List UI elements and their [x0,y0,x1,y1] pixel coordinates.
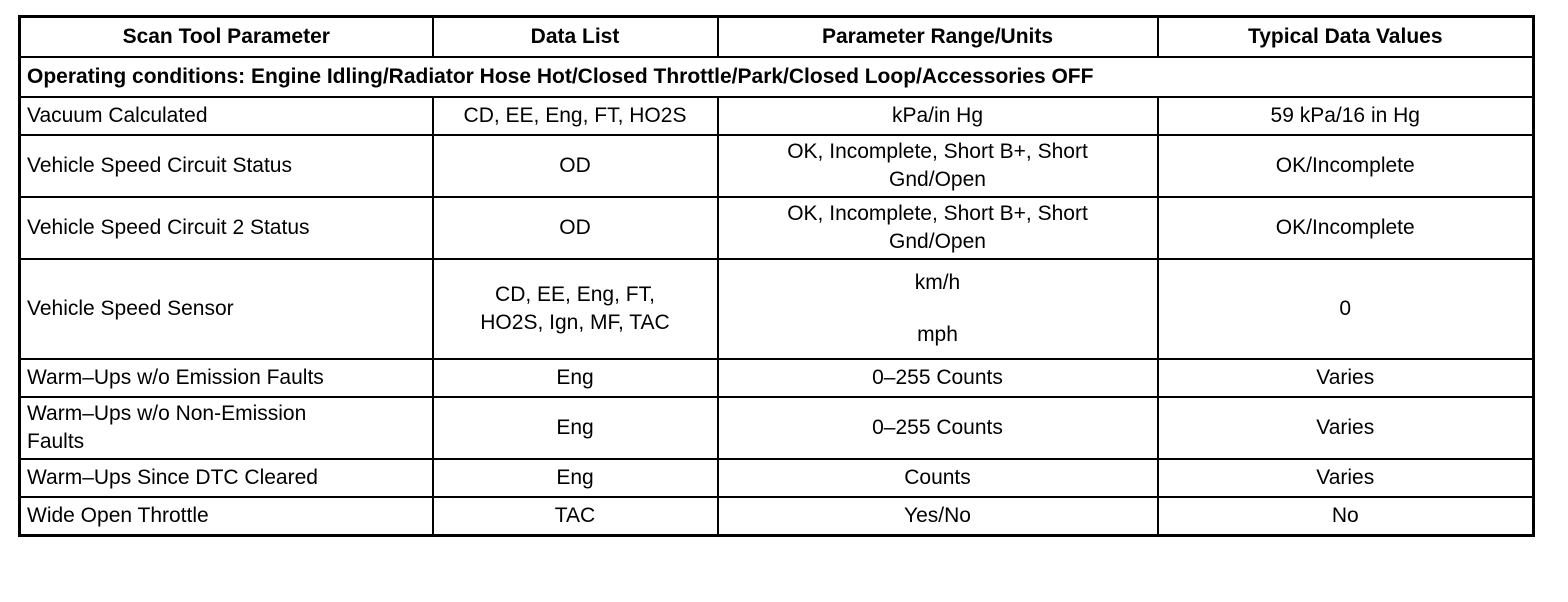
operating-conditions: Operating conditions: Engine Idling/Radiator Hose Hot/Closed Throttle/Park/Closed Loop/Accessories OFF [20,57,1534,97]
typical-value-cell: No [1158,497,1534,535]
parameter-cell: Warm–Ups w/o Emission Faults [20,359,433,397]
table-row [20,459,1534,497]
typical-value-cell: OK/Incomplete [1158,197,1534,259]
range-units-line: Gnd/Open [889,168,986,191]
operating-conditions-row [20,57,1534,97]
parameter-cell: Vehicle Speed Circuit 2 Status [20,197,433,259]
header-typical-data-values: Typical Data Values [1158,17,1534,58]
table-row [20,497,1534,535]
typical-value-cell: Varies [1158,459,1534,497]
parameter-line: Warm–Ups w/o Non-Emission [27,402,307,425]
table-header-row [20,17,1534,58]
scan-tool-parameter-table [18,15,1535,537]
range-units-cell: 0–255 Counts [718,359,1158,397]
range-units-cell: Yes/No [718,497,1158,535]
table-row [20,197,1534,259]
data-list-cell: OD [433,135,718,197]
range-units-kmh: km/h [914,271,961,294]
range-units-mph: mph [917,323,958,346]
parameter-cell: Wide Open Throttle [20,497,433,535]
data-list-cell: CD, EE, Eng, FT, HO2S [433,97,718,135]
data-list-cell: Eng [433,459,718,497]
typical-value-cell: 59 kPa/16 in Hg [1158,97,1534,135]
table-row [20,97,1534,135]
typical-value-cell: Varies [1158,397,1534,459]
data-list-line: HO2S, Ign, MF, TAC [480,311,670,334]
range-units-cell [718,135,1158,197]
parameter-cell: Vacuum Calculated [20,97,433,135]
parameter-cell: Vehicle Speed Circuit Status [20,135,433,197]
range-units-cell [718,259,1158,359]
header-data-list: Data List [433,17,718,58]
range-units-cell: 0–255 Counts [718,397,1158,459]
typical-value-cell: OK/Incomplete [1158,135,1534,197]
parameter-cell: Vehicle Speed Sensor [20,259,433,359]
range-units-line: OK, Incomplete, Short B+, Short [787,140,1088,163]
header-parameter-range-units: Parameter Range/Units [718,17,1158,58]
table-row [20,259,1534,359]
typical-value-cell: Varies [1158,359,1534,397]
data-list-cell [433,259,718,359]
header-scan-tool-parameter: Scan Tool Parameter [20,17,433,58]
table-row [20,397,1534,459]
data-list-cell: Eng [433,397,718,459]
parameter-cell: Warm–Ups Since DTC Cleared [20,459,433,497]
range-units-cell: Counts [718,459,1158,497]
table-row [20,359,1534,397]
range-units-line: OK, Incomplete, Short B+, Short [787,202,1088,225]
data-list-cell: TAC [433,497,718,535]
range-units-cell [718,197,1158,259]
parameter-cell [20,397,433,459]
speed-units-stack [725,269,1151,349]
data-list-line: CD, EE, Eng, FT, [495,283,655,306]
table-row [20,135,1534,197]
data-list-cell: OD [433,197,718,259]
range-units-line: Gnd/Open [889,230,986,253]
parameter-line: Faults [27,430,85,453]
range-units-cell: kPa/in Hg [718,97,1158,135]
data-list-cell: Eng [433,359,718,397]
typical-value-cell: 0 [1158,259,1534,359]
